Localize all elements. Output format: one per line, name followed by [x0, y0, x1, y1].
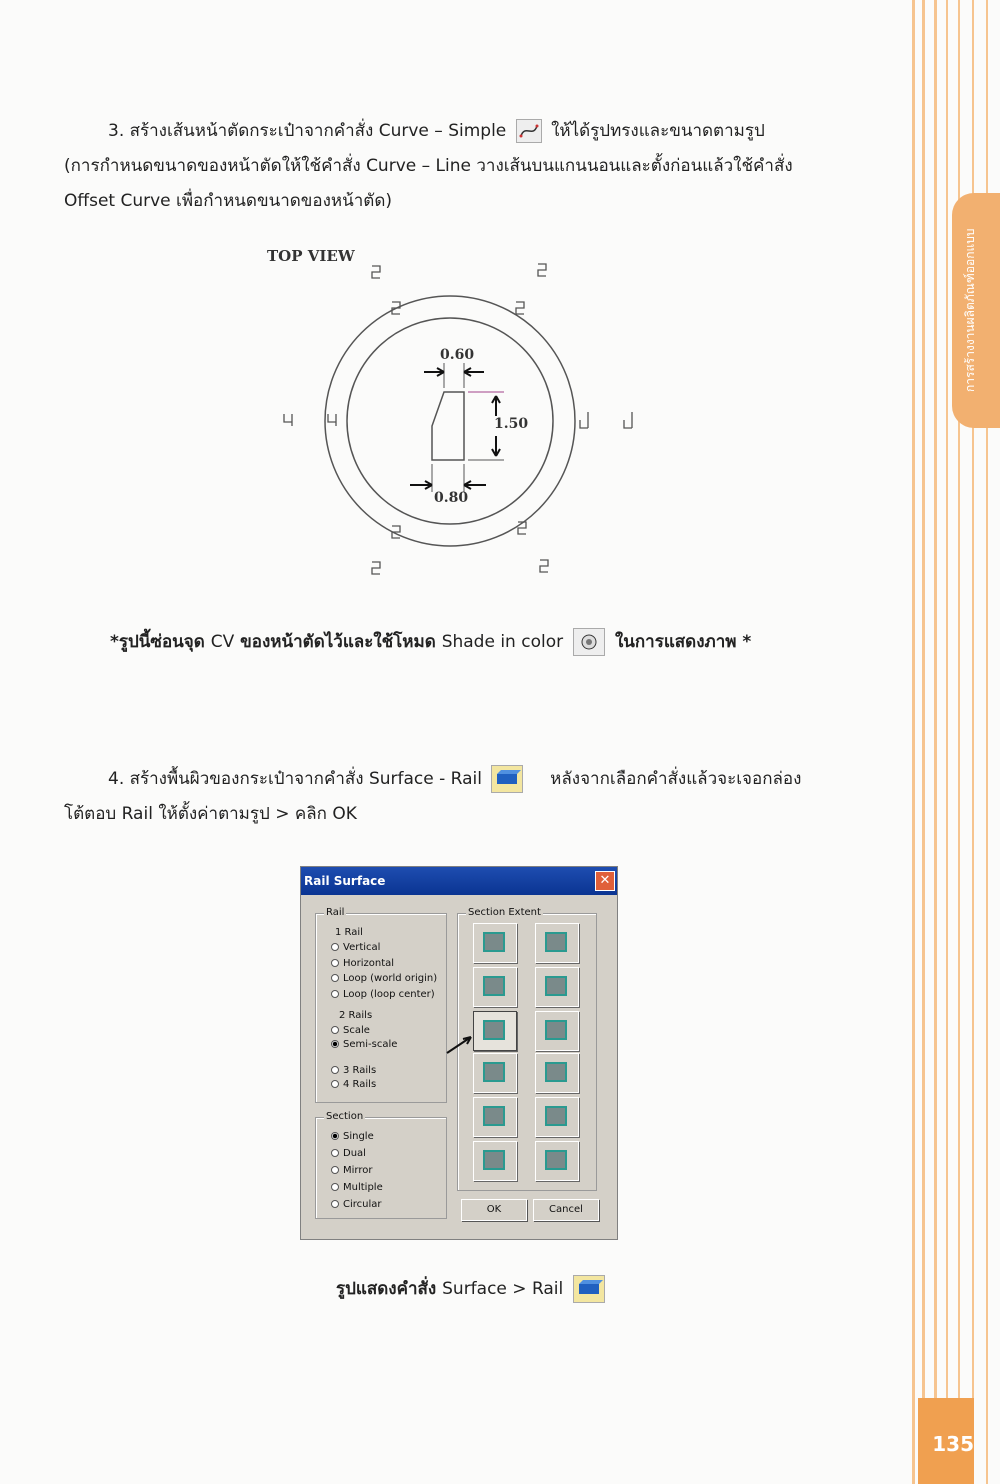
two-rails-label: 2 Rails — [339, 1010, 373, 1021]
cancel-button[interactable]: Cancel — [533, 1199, 599, 1221]
decor-stripe — [922, 0, 925, 1484]
extent-option[interactable] — [535, 923, 579, 963]
decor-stripe — [934, 0, 937, 1484]
figure-caption-2 — [336, 1274, 609, 1304]
radio-mirror[interactable]: Mirror — [331, 1165, 372, 1176]
page-number: 135 — [932, 1432, 974, 1456]
step4-text-b: หลังจากเลือกคำสั่งแล้วจะเจอกล่อง — [550, 769, 802, 789]
shade-in-color-icon — [573, 628, 605, 656]
dialog-titlebar — [301, 867, 617, 895]
section-shape — [432, 392, 464, 460]
extent-option[interactable] — [473, 1097, 517, 1137]
radio-4-rails[interactable]: 4 Rails — [331, 1079, 376, 1090]
curve-simple-icon — [516, 119, 542, 143]
surface-rail-icon — [491, 765, 523, 793]
decor-stripe — [912, 0, 915, 1484]
extent-option[interactable] — [473, 1141, 517, 1181]
radio-vertical[interactable]: Vertical — [331, 942, 380, 953]
ok-button[interactable]: OK — [461, 1199, 527, 1221]
chapter-tab — [952, 193, 1000, 428]
dim-arrow-left — [410, 481, 432, 489]
extent-option[interactable] — [535, 1097, 579, 1137]
dim-arrow-left — [424, 368, 444, 376]
dim-arrow-right — [464, 481, 486, 489]
step4-line2: โต้ตอบ Rail ให้ตั้งค่าตามรูป > คลิก OK — [64, 804, 357, 824]
dim-arrow-down — [492, 436, 500, 456]
decor-stripe — [946, 0, 948, 1484]
cv-markers — [284, 264, 632, 574]
extent-option[interactable] — [473, 923, 517, 963]
dim-arrow-up — [492, 396, 500, 416]
caption1-text-b: CV — [210, 632, 235, 652]
caption1-text-e: ในการแสดงภาพ * — [614, 632, 752, 652]
step4-text-a: 4. สร้างพื้นผิวของกระเป๋าจากคำสั่ง Surface - Rail — [108, 769, 482, 789]
extent-option[interactable] — [535, 967, 579, 1007]
caption2-text-b: Surface > Rail — [442, 1279, 564, 1299]
dim-right-label: 1.50 — [494, 416, 529, 432]
caption2-text-a: รูปแสดงคำสั่ง — [336, 1279, 437, 1299]
caption1-text-c: ของหน้าตัดไว้และใช้โหมด — [240, 632, 436, 652]
step3-line3: Offset Curve เพื่อกำหนดขนาดของหน้าตัด) — [64, 191, 393, 211]
step3-text-a: 3. สร้างเส้นหน้าตัดกระเป๋าจากคำสั่ง Curve – Simple — [108, 121, 507, 141]
caption1-text-d: Shade in color — [441, 632, 564, 652]
chapter-tab-label: การสร้างงานผลิตภัณฑ์ออกแบบ — [963, 228, 977, 393]
extent-option[interactable] — [535, 1011, 579, 1051]
top-view-drawing — [260, 240, 650, 590]
dialog-title: Rail Surface — [304, 874, 386, 888]
one-rail-label: 1 Rail — [335, 927, 363, 938]
step3-line2: (การกำหนดขนาดของหน้าตัดให้ใช้คำสั่ง Curve – Line วางเส้นบนแกนนอนและตั้งก่อนแล้วใช้คำสั่ง — [64, 156, 793, 176]
radio-dual[interactable]: Dual — [331, 1148, 366, 1159]
radio-loop-center[interactable]: Loop (loop center) — [331, 989, 435, 1000]
outer-circle — [325, 296, 575, 546]
dim-arrow-right — [464, 368, 484, 376]
radio-single[interactable]: Single — [331, 1131, 374, 1142]
rail-surface-dialog — [300, 866, 618, 1240]
figure-caption-1 — [110, 627, 751, 657]
top-view-label: TOP VIEW — [267, 247, 355, 265]
radio-circular[interactable]: Circular — [331, 1199, 382, 1210]
extent-option[interactable] — [535, 1141, 579, 1181]
radio-semi-scale[interactable]: Semi-scale — [331, 1039, 397, 1050]
extent-option-selected[interactable] — [473, 1011, 517, 1051]
radio-3-rails[interactable]: 3 Rails — [331, 1065, 376, 1076]
radio-horizontal[interactable]: Horizontal — [331, 958, 394, 969]
dim-top-label: 0.60 — [440, 347, 475, 363]
close-icon[interactable]: ✕ — [595, 871, 615, 891]
pointer-arrow-icon — [445, 1031, 475, 1055]
radio-scale[interactable]: Scale — [331, 1025, 370, 1036]
surface-rail-icon — [573, 1275, 605, 1303]
caption1-text-a: *รูปนี้ซ่อนจุด — [110, 632, 205, 652]
step3-text-b: ให้ได้รูปทรงและขนาดตามรูป — [551, 121, 765, 141]
radio-loop-world[interactable]: Loop (world origin) — [331, 973, 437, 984]
section-extent-label: Section Extent — [468, 907, 541, 918]
radio-multiple[interactable]: Multiple — [331, 1182, 383, 1193]
rail-group-label: Rail — [326, 907, 345, 918]
extent-option[interactable] — [473, 967, 517, 1007]
extent-option[interactable] — [535, 1053, 579, 1093]
dim-bottom-label: 0.80 — [434, 490, 469, 506]
extent-option[interactable] — [473, 1053, 517, 1093]
section-group-label: Section — [326, 1111, 364, 1122]
